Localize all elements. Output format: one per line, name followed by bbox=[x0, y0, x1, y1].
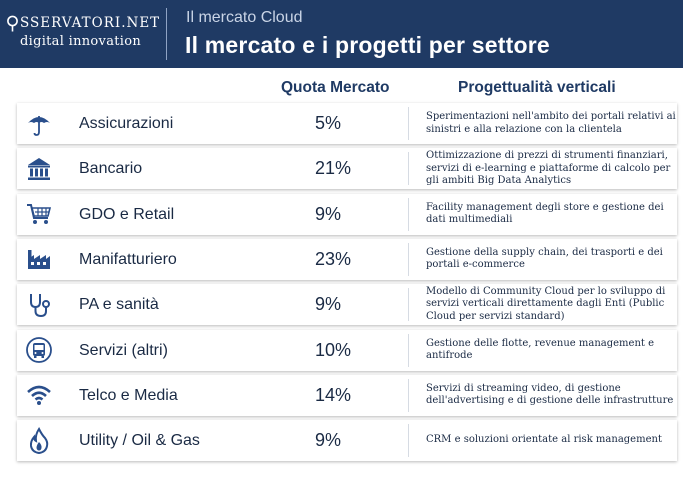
market-share: 23% bbox=[315, 248, 352, 269]
vertical-projects-text: Ottimizzazione di prezzi di strumenti finanziari, servizi di e-learning e piattaforme di calcolo per gli ambiti Big Data Analytics bbox=[426, 150, 671, 187]
sector-name: GDO e Retail bbox=[79, 205, 175, 223]
header-divider bbox=[166, 8, 167, 60]
table-row bbox=[17, 239, 677, 280]
location-pin-icon bbox=[6, 15, 19, 32]
column-divider bbox=[408, 107, 409, 140]
osservatori-logo[interactable] bbox=[6, 14, 161, 56]
factory-icon bbox=[17, 239, 60, 280]
market-share: 21% bbox=[315, 158, 352, 179]
vertical-projects-text: CRM e soluzioni orientate al risk management bbox=[426, 434, 662, 446]
table-row bbox=[17, 194, 677, 235]
cart-icon bbox=[17, 194, 60, 235]
table-row bbox=[17, 284, 677, 325]
column-divider bbox=[408, 379, 409, 412]
sector-name: Telco e Media bbox=[79, 386, 178, 404]
market-share: 14% bbox=[315, 384, 352, 405]
sector-name: Utility / Oil & Gas bbox=[79, 432, 200, 450]
vertical-projects bbox=[426, 420, 676, 461]
table-row bbox=[17, 148, 677, 189]
vertical-projects-text: Modello di Community Cloud per lo sviluppo di servizi verticali direttamente dagli Enti (Public Cloud per servizi standard) bbox=[426, 285, 666, 322]
bus-icon bbox=[17, 330, 60, 371]
market-share: 9% bbox=[315, 203, 342, 224]
umbrella-icon bbox=[17, 103, 60, 144]
page-title: Il mercato e i progetti per settore bbox=[185, 32, 550, 58]
market-share: 10% bbox=[315, 339, 352, 360]
table-row bbox=[17, 103, 677, 144]
column-divider bbox=[408, 334, 409, 367]
vertical-projects bbox=[426, 148, 676, 189]
column-divider bbox=[408, 424, 409, 457]
bank-icon bbox=[17, 148, 60, 189]
vertical-projects-text: Servizi di streaming video, di gestione dell'advertising e di gestione delle infrastrutture bbox=[426, 382, 674, 407]
vertical-projects bbox=[426, 194, 676, 235]
stethoscope-icon bbox=[17, 284, 60, 325]
sector-name: Assicurazioni bbox=[79, 115, 174, 132]
sector-name: Bancario bbox=[79, 160, 143, 178]
column-header-progetti: Progettualità verticali bbox=[458, 79, 616, 96]
table-row bbox=[17, 420, 677, 461]
sector-name: Manifatturiero bbox=[79, 250, 177, 268]
vertical-projects bbox=[426, 375, 676, 416]
vertical-projects bbox=[426, 239, 676, 280]
sector-name: PA e sanità bbox=[79, 296, 159, 314]
wifi-icon bbox=[17, 375, 60, 416]
column-header-quota: Quota Mercato bbox=[281, 79, 390, 96]
logo-brand: SSERVATORI.NET bbox=[20, 15, 161, 31]
vertical-projects-text: Gestione delle flotte, revenue management e antifrode bbox=[426, 337, 654, 361]
market-share: 9% bbox=[315, 294, 342, 315]
column-divider bbox=[408, 152, 409, 185]
sector-name: Servizi (altri) bbox=[79, 341, 168, 359]
header-bar bbox=[0, 0, 683, 68]
column-divider bbox=[408, 288, 409, 321]
vertical-projects bbox=[426, 103, 676, 144]
vertical-projects bbox=[426, 284, 676, 325]
market-share: 5% bbox=[315, 113, 342, 133]
vertical-projects-text: Gestione della supply chain, dei trasporti e dei portali e-commerce bbox=[426, 246, 663, 271]
vertical-projects bbox=[426, 330, 676, 371]
logo-subtitle: digital innovation bbox=[20, 34, 142, 49]
market-share: 9% bbox=[315, 430, 342, 451]
table-row bbox=[17, 375, 677, 416]
column-divider bbox=[408, 198, 409, 231]
vertical-projects-text: Facility management degli store e gestione dei dati multimediali bbox=[426, 201, 664, 226]
column-divider bbox=[408, 243, 409, 276]
flame-icon bbox=[17, 420, 60, 461]
vertical-projects-text: Sperimentazioni nell'ambito dei portali relativi ai sinistri e alla relazione con la clientela bbox=[426, 111, 676, 135]
section-kicker: Il mercato Cloud bbox=[186, 9, 303, 26]
table-row bbox=[17, 330, 677, 371]
